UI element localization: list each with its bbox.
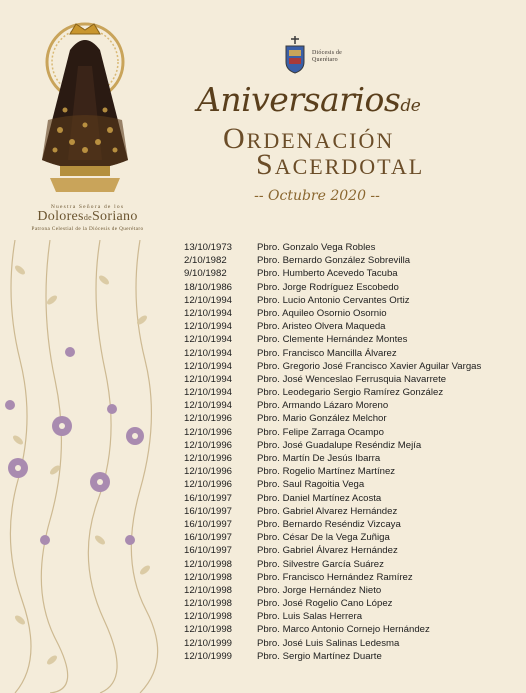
title-line1-rest: RDENACIÓN bbox=[246, 128, 395, 153]
list-item bbox=[180, 597, 525, 610]
list-item bbox=[180, 373, 525, 386]
priest-name: Pbro. Daniel Martínez Acosta bbox=[257, 492, 382, 504]
list-item bbox=[180, 558, 525, 571]
list-item bbox=[180, 637, 525, 650]
priest-name: Pbro. Saul Ragoitia Vega bbox=[257, 479, 365, 491]
ordination-date: 12/10/1994 bbox=[184, 400, 233, 412]
ordination-date: 12/10/1996 bbox=[184, 453, 233, 464]
virgin-image bbox=[10, 10, 160, 200]
ordination-date: 12/10/1994 bbox=[184, 360, 233, 372]
list-item bbox=[180, 267, 525, 280]
ordination-date: 12/10/1998 bbox=[184, 584, 233, 596]
ordination-date: 12/10/1996 bbox=[184, 439, 233, 451]
title-aniversarios bbox=[197, 80, 420, 119]
list-item bbox=[180, 650, 525, 663]
list-item bbox=[180, 241, 525, 254]
ordination-date: 12/10/1994 bbox=[184, 307, 233, 319]
floral-ornament bbox=[0, 240, 170, 693]
priest-name: Pbro. Gregorio José Francisco Xavier Aguilar Vargas bbox=[257, 360, 482, 372]
priest-name: Pbro. Rogelio Martínez Martínez bbox=[257, 466, 396, 478]
list-item bbox=[180, 610, 525, 623]
priest-name: Pbro. Felipe Zarraga Ocampo bbox=[257, 426, 384, 438]
ordination-date: 12/10/1996 bbox=[184, 466, 233, 478]
ordination-date: 12/10/1998 bbox=[184, 558, 233, 570]
anniversary-list bbox=[180, 241, 525, 663]
priest-name: Pbro. Francisco Mancilla Álvarez bbox=[257, 347, 397, 359]
priest-name: Pbro. Gabriel Álvarez Hernández bbox=[257, 545, 398, 557]
title-script-suffix: de bbox=[400, 96, 421, 116]
ordination-date: 12/10/1994 bbox=[184, 294, 233, 306]
priest-name: Pbro. Jorge Rodríguez Escobedo bbox=[257, 281, 399, 293]
title-line1-cap: O bbox=[223, 122, 247, 155]
priest-name: Pbro. Francisco Hernández Ramírez bbox=[257, 571, 413, 583]
patron-name-a: Dolores bbox=[37, 209, 84, 224]
ordination-date: 12/10/1998 bbox=[184, 571, 233, 583]
list-item bbox=[180, 518, 525, 531]
title-sacerdotal bbox=[256, 148, 424, 182]
priest-name: Pbro. Aristeo Olvera Maqueda bbox=[257, 321, 386, 333]
priest-name: Pbro. Bernardo González Sobrevilla bbox=[257, 255, 411, 267]
priest-name: Pbro. Clemente Hernández Montes bbox=[257, 334, 408, 346]
priest-name: Pbro. Bernardo Reséndiz Vizcaya bbox=[257, 518, 401, 530]
list-item bbox=[180, 452, 525, 465]
priest-name: Pbro. Humberto Acevedo Tacuba bbox=[257, 268, 398, 280]
priest-name: Pbro. Lucio Antonio Cervantes Ortiz bbox=[257, 294, 410, 306]
ordination-date: 13/10/1973 bbox=[184, 242, 233, 253]
priest-name: Pbro. José Rogelio Cano López bbox=[257, 598, 393, 610]
list-item bbox=[180, 347, 525, 360]
priest-name: Pbro. Mario González Melchor bbox=[257, 413, 387, 425]
priest-name: Pbro. Leodegario Sergio Ramírez González bbox=[257, 387, 444, 399]
list-item bbox=[180, 294, 525, 307]
list-item bbox=[180, 584, 525, 597]
ordination-date: 12/10/1999 bbox=[184, 637, 233, 649]
list-item bbox=[180, 281, 525, 294]
list-item bbox=[180, 478, 525, 491]
title-script-main: Aniversarios bbox=[197, 80, 401, 119]
list-item bbox=[180, 254, 525, 267]
priest-name: Pbro. César De la Vega Zuñiga bbox=[257, 532, 390, 544]
ordination-date: 12/10/1999 bbox=[184, 650, 233, 662]
list-item bbox=[180, 412, 525, 425]
priest-name: Pbro. Marco Antonio Cornejo Hernández bbox=[257, 624, 430, 636]
ordination-date: 12/10/1994 bbox=[184, 321, 233, 333]
patron-name bbox=[0, 209, 175, 225]
title-line2-rest: ACERDOTAL bbox=[274, 154, 425, 179]
list-item bbox=[180, 505, 525, 518]
list-item bbox=[180, 333, 525, 346]
priest-name: Pbro. Martín De Jesús Ibarra bbox=[257, 453, 381, 464]
ordination-date: 18/10/1986 bbox=[184, 281, 233, 293]
diocese-logo bbox=[283, 36, 307, 74]
ordination-date: 12/10/1996 bbox=[184, 479, 233, 491]
left-panel bbox=[0, 0, 175, 693]
list-item bbox=[180, 320, 525, 333]
list-item bbox=[180, 307, 525, 320]
list-item bbox=[180, 386, 525, 399]
ordination-date: 16/10/1997 bbox=[184, 492, 233, 504]
list-item bbox=[180, 360, 525, 373]
priest-name: Pbro. Jorge Hernández Nieto bbox=[257, 584, 382, 596]
ordination-date: 12/10/1994 bbox=[184, 334, 233, 346]
ordination-date: 16/10/1997 bbox=[184, 518, 233, 530]
ordination-date: 12/10/1998 bbox=[184, 598, 233, 610]
list-item bbox=[180, 439, 525, 452]
patron-subtitle: Patrona Celestial de la Diócesis de Querétaro bbox=[31, 226, 144, 232]
priest-name: Pbro. José Guadalupe Reséndiz Mejía bbox=[257, 439, 422, 451]
title-date: -- Octubre 2020 -- bbox=[254, 188, 380, 204]
ordination-date: 12/10/1994 bbox=[184, 387, 233, 399]
priest-name: Pbro. Gabriel Alvarez Hernández bbox=[257, 505, 398, 517]
ordination-date: 12/10/1996 bbox=[184, 413, 233, 425]
patron-name-c: Soriano bbox=[91, 209, 138, 224]
ordination-date: 9/10/1982 bbox=[184, 268, 227, 280]
priest-name: Pbro. Silvestre García Suárez bbox=[257, 558, 384, 570]
priest-name: Pbro. José Luis Salinas Ledesma bbox=[257, 637, 400, 649]
list-item bbox=[180, 544, 525, 557]
ordination-date: 12/10/1998 bbox=[184, 611, 233, 623]
ordination-date: 12/10/1994 bbox=[184, 373, 233, 385]
ordination-date: 12/10/1994 bbox=[184, 347, 233, 359]
priest-name: Pbro. Armando Lázaro Moreno bbox=[257, 400, 389, 412]
patron-name-b: de bbox=[83, 213, 92, 222]
patron-line1: Nuestra Señora de los bbox=[50, 204, 125, 210]
diocese-line1: Diócesis de bbox=[312, 50, 343, 56]
list-item bbox=[180, 426, 525, 439]
list-item bbox=[180, 571, 525, 584]
ordination-date: 16/10/1997 bbox=[184, 532, 233, 544]
diocese-line2: Querétaro bbox=[312, 57, 338, 63]
ordination-date: 2/10/1982 bbox=[184, 255, 227, 267]
ordination-date: 16/10/1997 bbox=[184, 545, 233, 557]
priest-name: Pbro. Gonzalo Vega Robles bbox=[257, 242, 376, 253]
ordination-date: 16/10/1997 bbox=[184, 505, 233, 517]
title-line2-cap: S bbox=[256, 148, 275, 181]
list-item bbox=[180, 399, 525, 412]
priest-name: Pbro. Aquileo Osornio Osornio bbox=[257, 307, 387, 319]
ordination-date: 12/10/1998 bbox=[184, 624, 233, 636]
list-item bbox=[180, 465, 525, 478]
diocese-name bbox=[312, 50, 342, 64]
priest-name: Pbro. Luis Salas Herrera bbox=[257, 611, 363, 623]
ordination-date: 12/10/1996 bbox=[184, 426, 233, 438]
list-item bbox=[180, 492, 525, 505]
list-item bbox=[180, 623, 525, 636]
priest-name: Pbro. José Wenceslao Ferrusquia Navarrete bbox=[257, 373, 447, 385]
priest-name: Pbro. Sergio Martínez Duarte bbox=[257, 650, 382, 662]
list-item bbox=[180, 531, 525, 544]
